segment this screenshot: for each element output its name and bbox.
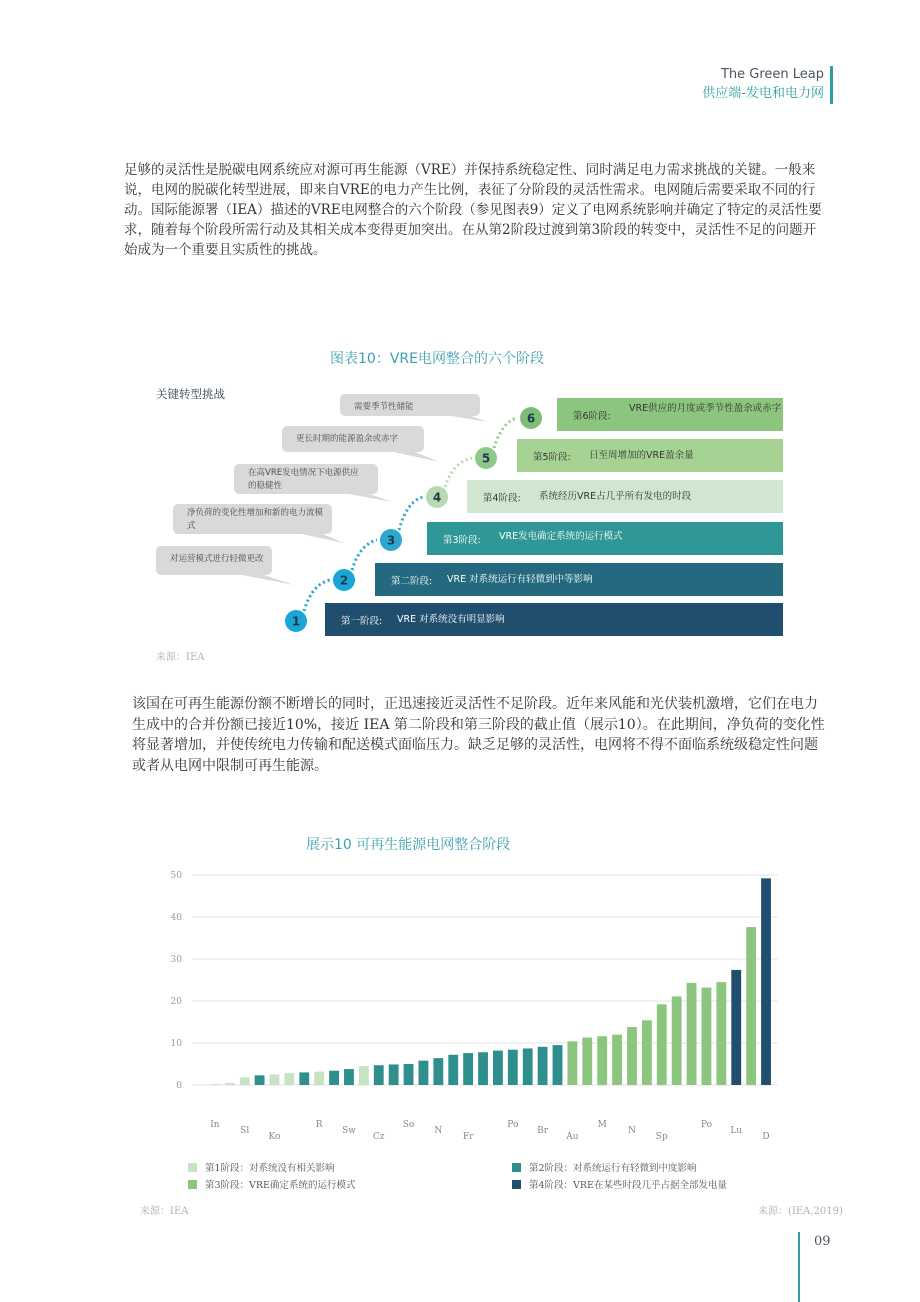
bar-33 xyxy=(687,983,697,1085)
bar-4 xyxy=(255,1075,265,1085)
stage-number-6: 6 xyxy=(526,411,536,426)
callout-text-4: 更长时期的能源盈余或赤字 xyxy=(296,434,399,444)
header-subtitle: 供应端-发电和电力网 xyxy=(702,86,824,101)
category-label: N xyxy=(628,1126,636,1136)
bar-17 xyxy=(448,1055,458,1085)
legend-swatch xyxy=(188,1180,197,1189)
bar-18 xyxy=(463,1053,473,1085)
category-label: R xyxy=(315,1120,323,1130)
stage-number-1: 1 xyxy=(291,614,301,629)
bar-37 xyxy=(746,927,756,1085)
figure11-source-left: 来源：IEA xyxy=(140,1206,189,1217)
bar-20 xyxy=(493,1051,503,1085)
legend-item-4 xyxy=(512,1177,727,1191)
bar-32 xyxy=(672,996,682,1085)
y-tick-label: 30 xyxy=(170,955,182,965)
stage-desc-3: VRE发电确定系统的运行模式 xyxy=(499,531,623,542)
stage-name-1: 第一阶段: xyxy=(341,616,383,627)
legend-swatch xyxy=(512,1163,521,1172)
stage-number-4: 4 xyxy=(432,490,442,505)
legend-label: 第4阶段：VRE在某些时段几乎占据全部发电量 xyxy=(529,1180,727,1191)
stage-name-4: 第4阶段: xyxy=(483,493,521,504)
legend-item-3 xyxy=(188,1177,356,1191)
bar-15 xyxy=(419,1061,429,1085)
category-label: Ko xyxy=(268,1132,281,1142)
bar-38 xyxy=(761,878,771,1085)
bar-8 xyxy=(314,1072,324,1085)
callout-text-2: 净负荷的变化性增加和新的电力流模式 xyxy=(187,508,324,531)
bar-7 xyxy=(299,1072,309,1085)
bar-6 xyxy=(284,1073,294,1085)
intro-paragraph: 足够的灵活性是脱碳电网系统应对源可再生能源（VRE）并保持系统稳定性、同时满足电力需求挑战的关键。一般来说，电网的脱碳化转型进展，即来自VRE的电力产生比例，表征了分阶段的灵活性需求。电网随后需要采取不同的行动。国际能源署（IEA）描述的VRE电网整合的六个阶段（参见图表9）定义了电网系统影响并确定了特定的灵活性要求，随着每个阶段所需行动及其相关成本变得更加突出。在从第2阶段过渡到第3阶段的转变中，灵活性不足的问题开始成为一个重要且实质性的挑战。 xyxy=(124,162,822,258)
y-tick-label: 50 xyxy=(170,871,182,881)
stage-name-3: 第3阶段: xyxy=(443,535,481,546)
header-accent-bar xyxy=(830,66,833,104)
category-label: Po xyxy=(507,1120,519,1130)
bar-25 xyxy=(567,1041,577,1085)
category-label: So xyxy=(402,1120,415,1130)
bar-3 xyxy=(240,1077,250,1085)
bar-31 xyxy=(657,1004,667,1085)
body-paragraph: 该国在可再生能源份额不断增长的同时，正迅速接近灵活性不足阶段。近年来风能和光伏装机激增，它们在电力生成中的合并份额已接近10%，接近 IEA 第二阶段和第三阶段的截止值（展示10）。在此期间，净负荷的变化性将显著增加，并使传统电力传输和配送模式面临压力。缺乏足够的灵活性，电网将不得不面临系统级稳定性问题或者从电网中限制可再生能源。 xyxy=(132,696,825,774)
stage-arrow-3 xyxy=(399,497,423,530)
stage-arrow-2 xyxy=(352,540,377,570)
category-label: M xyxy=(597,1120,607,1130)
category-label: D xyxy=(762,1132,770,1142)
category-label: Sl xyxy=(240,1126,250,1136)
bar-24 xyxy=(553,1045,563,1085)
legend-label: 第2阶段：对系统运行有轻微到中度影响 xyxy=(529,1163,697,1174)
stages-diagram xyxy=(0,380,920,680)
category-label: Sp xyxy=(655,1132,668,1142)
bar-10 xyxy=(344,1069,354,1085)
stage-desc-6: VRE供应的月度或季节性盈余或赤字 xyxy=(629,403,782,414)
bar-2 xyxy=(225,1083,235,1085)
bar-16 xyxy=(433,1058,443,1085)
page-number: 09 xyxy=(814,1234,831,1249)
bar-21 xyxy=(508,1050,518,1085)
stage-number-5: 5 xyxy=(481,451,491,466)
legend-label: 第1阶段：对系统没有相关影响 xyxy=(205,1163,335,1174)
category-label: Po xyxy=(700,1120,712,1130)
bar-11 xyxy=(359,1066,369,1085)
figure11-source-right: 来源：(IEA,2019) xyxy=(758,1206,843,1217)
category-label: In xyxy=(210,1120,220,1130)
bar-9 xyxy=(329,1071,339,1085)
category-label: Fr xyxy=(462,1132,474,1142)
stage-name-6: 第6阶段: xyxy=(573,411,611,422)
category-label: Cz xyxy=(372,1132,385,1142)
challenge-label: 关键转型挑战 xyxy=(156,387,225,401)
legend-item-1 xyxy=(188,1160,335,1174)
stage-desc-1: VRE 对系统没有明显影响 xyxy=(397,614,505,625)
y-tick-label: 10 xyxy=(170,1039,182,1049)
stage-number-3: 3 xyxy=(386,533,396,548)
y-tick-label: 40 xyxy=(170,913,182,923)
callout-text-5: 需要季节性储能 xyxy=(354,402,414,412)
bar-28 xyxy=(612,1035,622,1085)
stage-name-5: 第5阶段: xyxy=(533,452,571,463)
stage-desc-5: 日至周增加的VRE盈余量 xyxy=(589,450,694,461)
figure11-title: 展示10 可再生能源电网整合阶段 xyxy=(306,837,511,853)
bar-chart xyxy=(0,860,920,1160)
figure10-title: 图表10：VRE电网整合的六个阶段 xyxy=(330,351,544,367)
bar-34 xyxy=(702,988,712,1085)
bar-27 xyxy=(597,1036,607,1085)
bar-30 xyxy=(642,1020,652,1085)
bar-19 xyxy=(478,1052,488,1085)
footer-accent-bar xyxy=(798,1232,800,1302)
stage-name-2: 第二阶段: xyxy=(391,576,433,587)
legend-label: 第3阶段：VRE确定系统的运行模式 xyxy=(205,1180,356,1191)
bar-13 xyxy=(389,1064,399,1085)
category-label: Br xyxy=(537,1126,549,1136)
bar-26 xyxy=(582,1038,592,1085)
page-header xyxy=(702,66,824,104)
y-tick-label: 20 xyxy=(170,997,182,1007)
stage-number-2: 2 xyxy=(339,573,349,588)
bar-23 xyxy=(538,1047,548,1085)
callout-text-3: 在高VRE发电情况下电源供应的稳健性 xyxy=(248,468,359,491)
bar-36 xyxy=(731,970,741,1085)
legend-swatch xyxy=(188,1163,197,1172)
bar-12 xyxy=(374,1065,384,1085)
legend-item-2 xyxy=(512,1160,697,1174)
category-label: Sw xyxy=(342,1126,356,1136)
stage-bar-1 xyxy=(325,603,783,636)
bar-5 xyxy=(270,1075,280,1086)
figure10-source: 来源：IEA xyxy=(156,652,205,663)
bar-14 xyxy=(404,1064,414,1085)
chart-legend xyxy=(188,1160,748,1200)
legend-swatch xyxy=(512,1180,521,1189)
bar-35 xyxy=(716,982,726,1085)
stage-desc-2: VRE 对系统运行有轻微到中等影响 xyxy=(447,574,593,585)
y-tick-label: 0 xyxy=(176,1081,182,1091)
category-label: N xyxy=(434,1126,443,1136)
callout-text-1: 对运营模式进行轻微更改 xyxy=(170,554,264,564)
stage-arrow-5 xyxy=(494,418,517,448)
bar-1 xyxy=(210,1084,220,1085)
bar-22 xyxy=(523,1048,533,1085)
category-label: Au xyxy=(566,1132,579,1142)
header-title: The Green Leap xyxy=(720,67,824,82)
bar-29 xyxy=(627,1027,637,1085)
category-label: Lu xyxy=(730,1126,743,1136)
stage-desc-4: 系统经历VRE占几乎所有发电的时段 xyxy=(539,491,692,502)
